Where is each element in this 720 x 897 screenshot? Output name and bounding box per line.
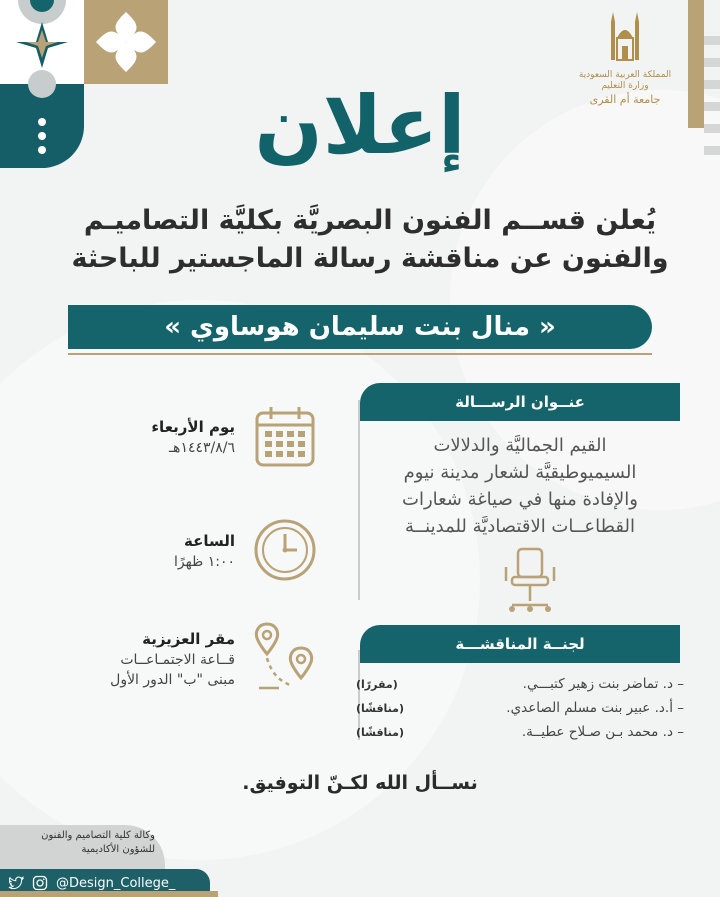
member-name: – د. محمد بـن صـلاح عطيــة. [521,724,684,740]
logo-line-university: جامعة أم القرى [589,92,661,106]
venue-building: مبنى "ب" الدور الأول [110,672,235,688]
time-value: ١:٠٠ ظهرًا [174,554,235,570]
footer-accent [0,891,218,897]
location-pin-icon [253,620,317,692]
announcement-intro [60,202,680,278]
department-line-2: للشؤون الأكاديمية [81,843,155,855]
member-role: (مناقشًا) [356,725,405,739]
social-handle[interactable]: @Design_College_ [56,875,176,891]
member-role: (مقررًا) [356,677,398,691]
logo-line-ministry: وزارة التعليم [601,81,649,92]
clock-icon [253,518,317,582]
venue-info [35,630,235,688]
date-info [35,418,235,456]
thesis-line: القيم الجماليَّة والدلالات [433,435,607,456]
time-info [35,532,235,570]
thesis-line: القطاعــات الاقتصاديَّة للمدينــة [404,516,635,537]
page-title: إعلان [254,79,466,172]
member-name: – أ.د. عبير بنت مسلم الصاعدي. [506,700,684,716]
thesis-line: والإفادة منها في صياغة شعارات [402,489,638,510]
committee-heading: لجنــة المناقشـــة [360,625,680,663]
thesis-title [356,432,684,540]
member-name: – د. تماضر بنت زهير كتبـــي. [522,676,684,692]
department-label [0,825,165,869]
committee-member [356,672,684,696]
department-line-1: وكالة كلية التصاميم والفنون [41,830,155,841]
thesis-line: السيميوطيقيَّة لشعار مدينة نيوم [403,462,637,483]
date-value: ١٤٤٣/٨/٦هـ [168,440,235,456]
twitter-icon[interactable] [8,875,24,891]
committee-list [356,672,684,744]
decorative-bar [704,36,720,45]
intro-line-2: والفنون عن مناقشة رسالة الماجستير للباحثة [71,242,669,274]
thesis-title-heading: عنــوان الرســـالة [360,383,680,421]
researcher-name-banner: « منال بنت سليمان هوساوي » [68,305,652,349]
venue-room: قــاعة الاجتمـاعــات [120,652,235,668]
logo-line-country: المملكة العربية السعودية [578,70,672,80]
intro-line-1: يُعلن قســم الفنون البصريَّة بكليَّة التصاميـم [83,205,657,236]
member-role: (مناقشًا) [356,701,405,715]
decorative-bar [704,58,720,67]
chair-icon [500,545,560,615]
venue-title: مقر العزيزية [142,630,235,648]
calendar-icon [253,405,317,469]
instagram-icon[interactable] [32,875,48,891]
committee-member [356,720,684,744]
committee-member [356,696,684,720]
closing-message: نســأل الله لكـنّ التوفيق. [242,772,478,794]
time-title: الساعة [183,532,235,550]
mosque-emblem-icon [605,8,645,66]
date-title: يوم الأربعاء [151,418,235,436]
